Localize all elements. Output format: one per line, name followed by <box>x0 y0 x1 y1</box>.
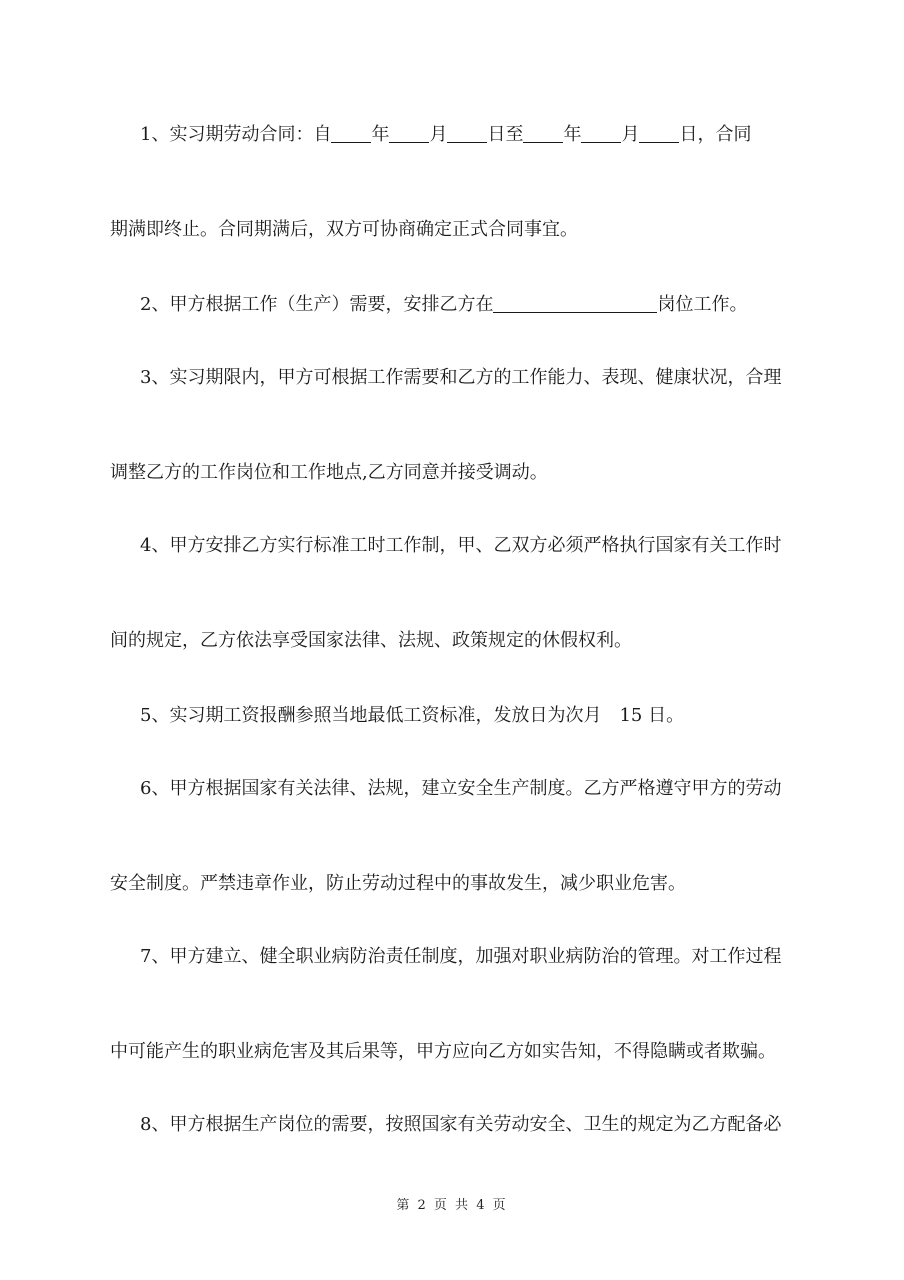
clause-1-line-1 <box>140 123 751 147</box>
clause-1-line-2: 期满即终止。合同期满后，双方可协商确定正式合同事宜。 <box>110 219 578 240</box>
month-label: 月 <box>429 124 448 145</box>
end-day-blank[interactable] <box>639 124 679 143</box>
clause-3-line-2: 调整乙方的工作岗位和工作地点,乙方同意并接受调动。 <box>110 462 548 483</box>
month-label-2: 月 <box>621 124 640 145</box>
start-month-blank[interactable] <box>389 124 429 143</box>
day-to-label: 日至 <box>487 124 524 145</box>
page-footer: 第 2 页 共 4 页 <box>396 1198 508 1213</box>
clause-4-line-1: 4、甲方安排乙方实行标准工时工作制，甲、乙双方必须严格执行国家有关工作时 <box>140 535 782 556</box>
clause-4-line-2: 间的规定，乙方依法享受国家法律、法规、政策规定的休假权利。 <box>110 630 632 651</box>
clause-7-line-2: 中可能产生的职业病危害及其后果等，甲方应向乙方如实告知，不得隐瞒或者欺骗。 <box>110 1041 776 1062</box>
start-year-blank[interactable] <box>331 124 371 143</box>
clause-8-line-1: 8、甲方根据生产岗位的需要，按照国家有关劳动安全、卫生的规定为乙方配备必 <box>140 1114 782 1135</box>
end-month-blank[interactable] <box>581 124 621 143</box>
clause-2-start: 2、甲方根据工作（生产）需要，安排乙方在 <box>140 294 494 315</box>
year-label: 年 <box>371 124 390 145</box>
clause-2-end: 岗位工作。 <box>657 294 748 315</box>
clause-2 <box>140 293 747 317</box>
start-day-blank[interactable] <box>447 124 487 143</box>
clause-6-line-2: 安全制度。严禁违章作业，防止劳动过程中的事故发生，减少职业危害。 <box>110 873 686 894</box>
clause-7-line-1: 7、甲方建立、健全职业病防治责任制度，加强对职业病防治的管理。对工作过程 <box>140 946 782 967</box>
clause-3-line-1: 3、实习期限内，甲方可根据工作需要和乙方的工作能力、表现、健康状况，合理 <box>140 367 782 388</box>
end-year-blank[interactable] <box>523 124 563 143</box>
day-end-label: 日，合同 <box>679 124 752 145</box>
clause-5: 5、实习期工资报酬参照当地最低工资标准，发放日为次月 15 日。 <box>140 705 685 726</box>
clause-1-start: 1、实习期劳动合同：自 <box>140 124 332 145</box>
clause-6-line-1: 6、甲方根据国家有关法律、法规，建立安全生产制度。乙方严格遵守甲方的劳动 <box>140 778 782 799</box>
year-label-2: 年 <box>563 124 582 145</box>
position-blank[interactable] <box>493 294 657 313</box>
